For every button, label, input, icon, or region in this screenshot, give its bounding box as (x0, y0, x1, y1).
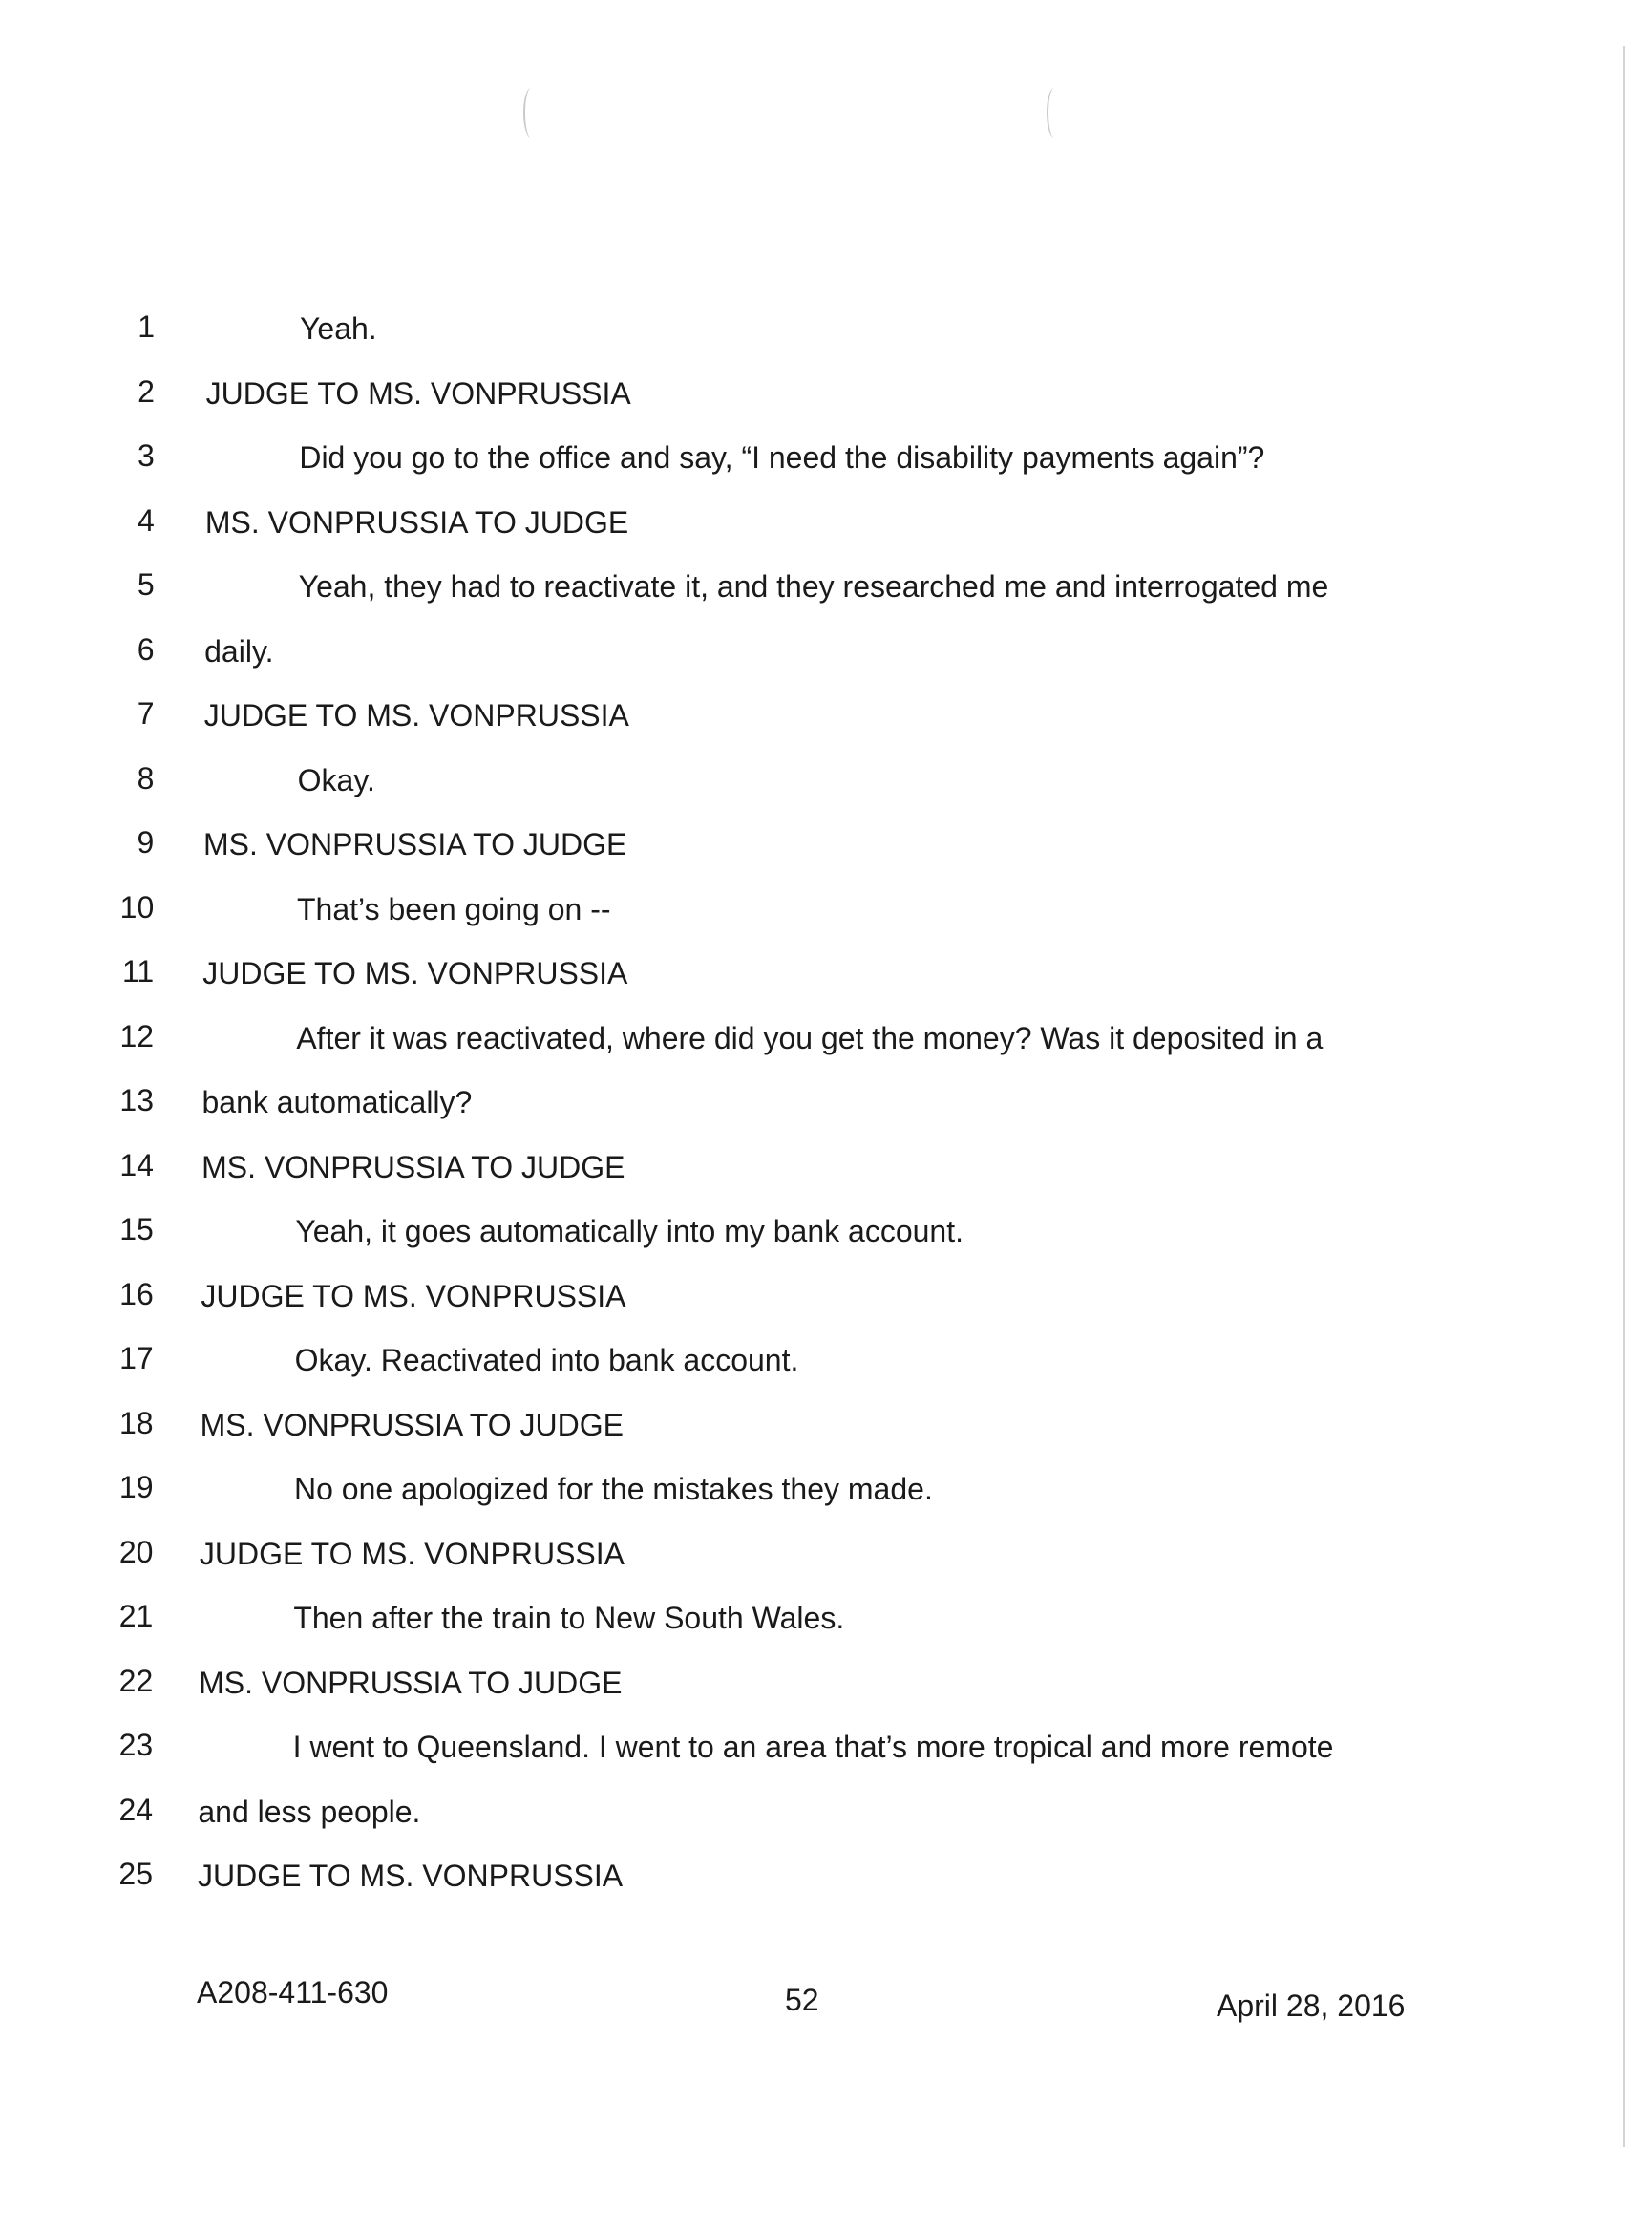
speaker-or-continuation-text: and less people. (198, 1794, 421, 1829)
transcript-line (0, 558, 1652, 623)
line-number: 25 (118, 1857, 153, 1891)
line-number: 15 (119, 1212, 154, 1246)
page-number: 52 (785, 1983, 819, 2017)
line-number: 12 (119, 1018, 155, 1053)
line-number: 19 (118, 1470, 154, 1504)
testimony-text: Okay. (297, 762, 375, 798)
line-number: 11 (121, 954, 155, 989)
line-number: 22 (118, 1663, 154, 1698)
transcript-line (0, 1460, 1652, 1525)
transcript-line (0, 623, 1652, 688)
speaker-or-continuation-text: MS. VONPRUSSIA TO JUDGE (203, 827, 627, 861)
punch-hole-mark (523, 88, 539, 138)
transcript-line (0, 1396, 1652, 1461)
testimony-text: I went to Queensland. I went to an area that’s more tropical and more remote (292, 1730, 1334, 1764)
line-number: 3 (138, 438, 155, 473)
line-number: 6 (137, 631, 155, 667)
line-number: 2 (138, 373, 155, 409)
speaker-or-continuation-text: JUDGE TO MS. VONPRUSSIA (203, 698, 629, 733)
transcript-line (0, 1074, 1652, 1138)
line-number: 18 (118, 1405, 154, 1440)
transcript-line (0, 1654, 1652, 1719)
line-number: 5 (137, 567, 155, 602)
speaker-or-continuation-text: bank automatically? (201, 1085, 473, 1119)
line-number: 24 (118, 1792, 154, 1827)
testimony-text: Yeah, they had to reactivate it, and they researched me and interrogated me (298, 569, 1329, 604)
testimony-text: Okay. Reactivated into bank account. (294, 1343, 799, 1377)
transcript-line (0, 1267, 1652, 1332)
speaker-or-continuation-text: JUDGE TO MS. VONPRUSSIA (198, 1859, 624, 1893)
punch-hole-mark (1047, 88, 1062, 138)
transcript-line (0, 816, 1652, 881)
speaker-or-continuation-text: MS. VONPRUSSIA TO JUDGE (200, 1407, 624, 1442)
speaker-or-continuation-text: daily. (204, 633, 274, 669)
line-number: 21 (118, 1599, 154, 1633)
testimony-text: Yeah, it goes automatically into my bank account. (295, 1214, 964, 1248)
speaker-or-continuation-text: JUDGE TO MS. VONPRUSSIA (199, 1536, 625, 1571)
hearing-date: April 28, 2016 (1217, 1988, 1406, 2023)
testimony-text: After it was reactivated, where did you get the money? Was it deposited in a (296, 1020, 1324, 1055)
speaker-or-continuation-text: JUDGE TO MS. VONPRUSSIA (201, 1278, 626, 1313)
transcript-line (0, 1589, 1652, 1654)
transcript-line (0, 429, 1652, 494)
line-number: 23 (118, 1728, 154, 1762)
transcript-line (0, 1718, 1652, 1783)
testimony-text: Did you go to the office and say, “I need the disability payments again”? (299, 440, 1265, 475)
transcript-line (0, 1202, 1652, 1267)
line-number: 1 (138, 309, 155, 344)
line-number: 9 (137, 825, 155, 860)
transcript-line (0, 1331, 1652, 1396)
speaker-or-continuation-text: JUDGE TO MS. VONPRUSSIA (205, 375, 631, 411)
speaker-or-continuation-text: JUDGE TO MS. VONPRUSSIA (202, 956, 628, 990)
speaker-or-continuation-text: MS. VONPRUSSIA TO JUDGE (201, 1149, 625, 1184)
line-number: 10 (119, 889, 155, 925)
transcript-line (0, 1138, 1652, 1203)
transcript-body (0, 300, 1652, 1912)
line-number: 13 (119, 1083, 154, 1117)
case-number: A208-411-630 (197, 1975, 389, 2010)
testimony-text: Then after the train to New South Wales. (293, 1601, 845, 1635)
transcript-line (0, 752, 1652, 817)
line-number: 8 (137, 760, 155, 796)
transcript-line (0, 1010, 1652, 1074)
transcript-line (0, 945, 1652, 1010)
transcript-line (0, 300, 1652, 365)
transcript-line (0, 1847, 1652, 1912)
testimony-text: No one apologized for the mistakes they made. (294, 1472, 933, 1506)
line-number: 17 (119, 1341, 154, 1375)
line-number: 7 (137, 696, 155, 731)
line-number: 20 (118, 1534, 154, 1569)
line-number: 4 (137, 502, 155, 538)
testimony-text: That’s been going on -- (297, 891, 611, 926)
speaker-or-continuation-text: MS. VONPRUSSIA TO JUDGE (204, 504, 629, 540)
transcript-line (0, 1783, 1652, 1848)
transcript-line (0, 881, 1652, 946)
line-number: 14 (119, 1147, 154, 1182)
transcript-line (0, 494, 1652, 559)
transcript-line (0, 1525, 1652, 1590)
testimony-text: Yeah. (300, 311, 377, 346)
transcript-line (0, 687, 1652, 752)
line-number: 16 (119, 1276, 154, 1311)
speaker-or-continuation-text: MS. VONPRUSSIA TO JUDGE (199, 1665, 623, 1700)
transcript-line (0, 365, 1652, 430)
